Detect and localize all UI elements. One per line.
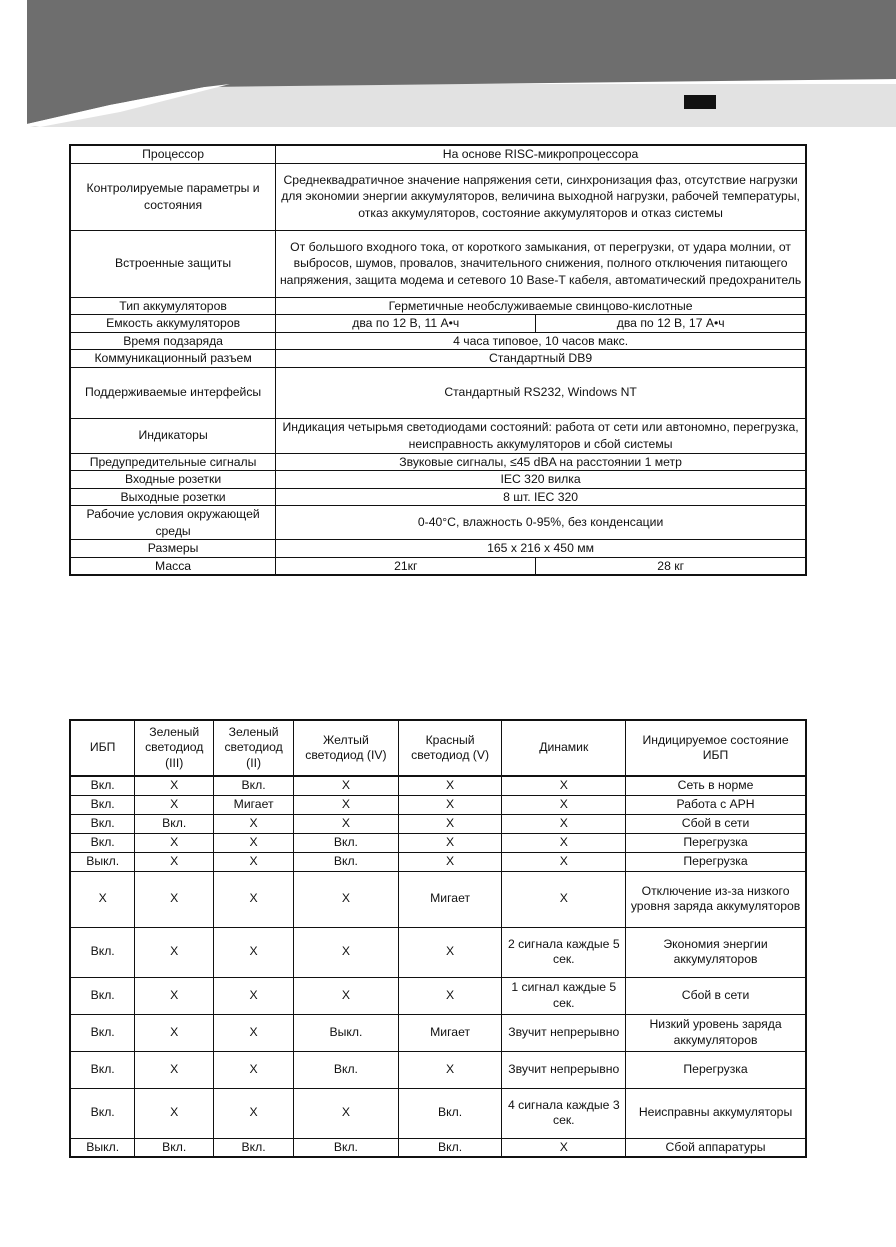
- spec-label: Время подзаряда: [70, 332, 276, 350]
- spec-value: Стандартный DB9: [276, 350, 806, 368]
- spec-value: От большого входного тока, от короткого замыкания, от перегрузки, от удара молнии, от выбросов, шумов, провалов, значительного снижения, полного отключения питающего напряжения, защита модема и сетевого 10 Base-T кабеля, автоматический предохранитель: [276, 230, 806, 297]
- spec-label: Емкость аккумуляторов: [70, 315, 276, 333]
- table-cell: X: [214, 927, 294, 977]
- table-cell: Вкл.: [214, 776, 294, 795]
- table-cell: X: [502, 852, 626, 871]
- column-header: Красный светодиод (V): [398, 720, 502, 776]
- spec-value: 0-40°C, влажность 0-95%, без конденсации: [276, 506, 806, 540]
- table-cell: Вкл.: [135, 1138, 214, 1157]
- spec-label: Масса: [70, 557, 276, 575]
- table-cell: X: [135, 1051, 214, 1088]
- table-cell: X: [135, 1088, 214, 1138]
- spec-label: Процессор: [70, 145, 276, 163]
- table-row: [70, 557, 806, 575]
- table-cell: Работа с APH: [626, 795, 806, 814]
- table-cell: Звучит непрерывно: [502, 1051, 626, 1088]
- spec-label: Коммуникационный разъем: [70, 350, 276, 368]
- table-cell: X: [135, 852, 214, 871]
- table-cell: Вкл.: [294, 833, 399, 852]
- table-row: [70, 332, 806, 350]
- spec-label: Контролируемые параметры и состояния: [70, 163, 276, 230]
- table-cell: X: [398, 852, 502, 871]
- table-row: [70, 453, 806, 471]
- table-cell: Вкл.: [398, 1138, 502, 1157]
- table-row: [70, 1051, 806, 1088]
- table-cell: X: [214, 1051, 294, 1088]
- spec-value: Стандартный RS232, Windows NT: [276, 367, 806, 418]
- table-cell: Вкл.: [70, 1051, 135, 1088]
- table-cell: X: [135, 795, 214, 814]
- table-row: [70, 367, 806, 418]
- table-row: [70, 297, 806, 315]
- table-cell: Вкл.: [398, 1088, 502, 1138]
- page-header-banner: [0, 0, 896, 130]
- table-cell: Выкл.: [70, 852, 135, 871]
- spec-value: 165 x 216 x 450 мм: [276, 540, 806, 558]
- table-row: [70, 506, 806, 540]
- table-cell: Вкл.: [70, 927, 135, 977]
- spec-label: Тип аккумуляторов: [70, 297, 276, 315]
- spec-label: Рабочие условия окружающей среды: [70, 506, 276, 540]
- table-cell: X: [135, 776, 214, 795]
- table-row: [70, 927, 806, 977]
- table-cell: X: [294, 795, 399, 814]
- table-cell: X: [398, 977, 502, 1014]
- table-cell: Неисправны аккумуляторы: [626, 1088, 806, 1138]
- table-cell: Звучит непрерывно: [502, 1014, 626, 1051]
- table-cell: Мигает: [398, 871, 502, 927]
- table-cell: Вкл.: [70, 977, 135, 1014]
- table-cell: 2 сигнала каждые 5 сек.: [502, 927, 626, 977]
- table-row: [70, 315, 806, 333]
- spec-label: Выходные розетки: [70, 488, 276, 506]
- table-cell: 1 сигнал каждые 5 сек.: [502, 977, 626, 1014]
- table-row: [70, 871, 806, 927]
- spec-value: Звуковые сигналы, ≤45 dBA на расстоянии 1 метр: [276, 453, 806, 471]
- spec-value: IEC 320 вилка: [276, 471, 806, 489]
- table-cell: X: [502, 871, 626, 927]
- table-cell: X: [214, 871, 294, 927]
- table-cell: X: [294, 814, 399, 833]
- table-cell: X: [135, 927, 214, 977]
- table-cell: Вкл.: [70, 1088, 135, 1138]
- spec-value-model-b: 28 кг: [536, 557, 806, 575]
- table-row: [70, 852, 806, 871]
- table-cell: X: [502, 814, 626, 833]
- table-cell: 4 сигнала каждые 3 сек.: [502, 1088, 626, 1138]
- table-cell: X: [214, 1088, 294, 1138]
- spec-value: 8 шт. IEC 320: [276, 488, 806, 506]
- table-cell: Вкл.: [70, 776, 135, 795]
- table-cell: X: [502, 1138, 626, 1157]
- table-cell: Экономия энергии аккумуляторов: [626, 927, 806, 977]
- table-cell: Вкл.: [70, 833, 135, 852]
- page-marker: [684, 95, 716, 109]
- table-cell: X: [398, 776, 502, 795]
- spec-value-model-a: два по 12 В, 11 А•ч: [276, 315, 536, 333]
- column-header: Зеленый светодиод (II): [214, 720, 294, 776]
- table-cell: Вкл.: [214, 1138, 294, 1157]
- table-row: [70, 1138, 806, 1157]
- spec-label: Размеры: [70, 540, 276, 558]
- table-cell: X: [135, 1014, 214, 1051]
- table-cell: X: [502, 776, 626, 795]
- table-row: [70, 814, 806, 833]
- led-indicator-table: [69, 719, 807, 1158]
- table-row: [70, 145, 806, 163]
- column-header: Желтый светодиод (IV): [294, 720, 399, 776]
- table-row: [70, 1014, 806, 1051]
- table-row: [70, 350, 806, 368]
- table-cell: Перегрузка: [626, 852, 806, 871]
- table-cell: X: [135, 833, 214, 852]
- table-cell: X: [214, 1014, 294, 1051]
- table-cell: X: [294, 871, 399, 927]
- table-cell: Вкл.: [294, 1051, 399, 1088]
- table-cell: X: [294, 927, 399, 977]
- column-header: Зеленый светодиод (III): [135, 720, 214, 776]
- table-row: [70, 163, 806, 230]
- spec-label: Поддерживаемые интерфейсы: [70, 367, 276, 418]
- table-row: [70, 977, 806, 1014]
- table-cell: Низкий уровень заряда аккумуляторов: [626, 1014, 806, 1051]
- table-row: [70, 230, 806, 297]
- table-cell: Выкл.: [294, 1014, 399, 1051]
- spec-value-model-b: два по 12 В, 17 А•ч: [536, 315, 806, 333]
- table-cell: X: [70, 871, 135, 927]
- table-cell: X: [214, 833, 294, 852]
- spec-value: Герметичные необслуживаемые свинцово-кислотные: [276, 297, 806, 315]
- table-cell: Отключение из-за низкого уровня заряда аккумуляторов: [626, 871, 806, 927]
- table-cell: Вкл.: [294, 852, 399, 871]
- table-cell: X: [135, 871, 214, 927]
- spec-value: На основе RISC-микропроцессора: [276, 145, 806, 163]
- table-cell: Вкл.: [70, 814, 135, 833]
- table-cell: Вкл.: [70, 1014, 135, 1051]
- table-cell: X: [294, 1088, 399, 1138]
- table-cell: Сбой в сети: [626, 814, 806, 833]
- table-row: [70, 540, 806, 558]
- table-cell: Выкл.: [70, 1138, 135, 1157]
- table-row: [70, 488, 806, 506]
- table-cell: Сбой в сети: [626, 977, 806, 1014]
- spec-value: Среднеквадратичное значение напряжения сети, синхронизация фаз, отсутствие нагрузки для экономии энергии аккумуляторов, величина выходной нагрузки, рабочей температуры, отказ аккумуляторов, состояние аккумуляторов и отказ системы: [276, 163, 806, 230]
- spec-label: Входные розетки: [70, 471, 276, 489]
- table-cell: X: [294, 776, 399, 795]
- table-row: [70, 1088, 806, 1138]
- spec-value: 4 часа типовое, 10 часов макс.: [276, 332, 806, 350]
- table-cell: X: [294, 977, 399, 1014]
- table-cell: X: [214, 977, 294, 1014]
- table-cell: Сбой аппаратуры: [626, 1138, 806, 1157]
- table-row: [70, 418, 806, 453]
- column-header: ИБП: [70, 720, 135, 776]
- table-cell: Вкл.: [70, 795, 135, 814]
- table-cell: X: [502, 833, 626, 852]
- table-cell: X: [135, 977, 214, 1014]
- spec-label: Индикаторы: [70, 418, 276, 453]
- spec-label: Встроенные защиты: [70, 230, 276, 297]
- table-cell: Мигает: [214, 795, 294, 814]
- table-cell: X: [398, 1051, 502, 1088]
- table-cell: Мигает: [398, 1014, 502, 1051]
- table-cell: Перегрузка: [626, 1051, 806, 1088]
- table-cell: Вкл.: [135, 814, 214, 833]
- table-cell: X: [398, 795, 502, 814]
- table-cell: X: [398, 833, 502, 852]
- table-cell: X: [398, 927, 502, 977]
- spec-value: Индикация четырьмя светодиодами состояний: работа от сети или автономно, перегрузка, неисправность аккумуляторов и сбой системы: [276, 418, 806, 453]
- specifications-table: [69, 144, 807, 576]
- table-row: [70, 833, 806, 852]
- column-header: Динамик: [502, 720, 626, 776]
- table-cell: X: [502, 795, 626, 814]
- column-header: Индицируемое состояние ИБП: [626, 720, 806, 776]
- table-cell: X: [214, 814, 294, 833]
- spec-label: Предупредительные сигналы: [70, 453, 276, 471]
- spec-value-model-a: 21кг: [276, 557, 536, 575]
- table-row: [70, 471, 806, 489]
- table-header-row: [70, 720, 806, 776]
- table-cell: X: [214, 852, 294, 871]
- table-cell: Перегрузка: [626, 833, 806, 852]
- table-row: [70, 776, 806, 795]
- table-cell: Вкл.: [294, 1138, 399, 1157]
- table-row: [70, 795, 806, 814]
- table-cell: Сеть в норме: [626, 776, 806, 795]
- table-cell: X: [398, 814, 502, 833]
